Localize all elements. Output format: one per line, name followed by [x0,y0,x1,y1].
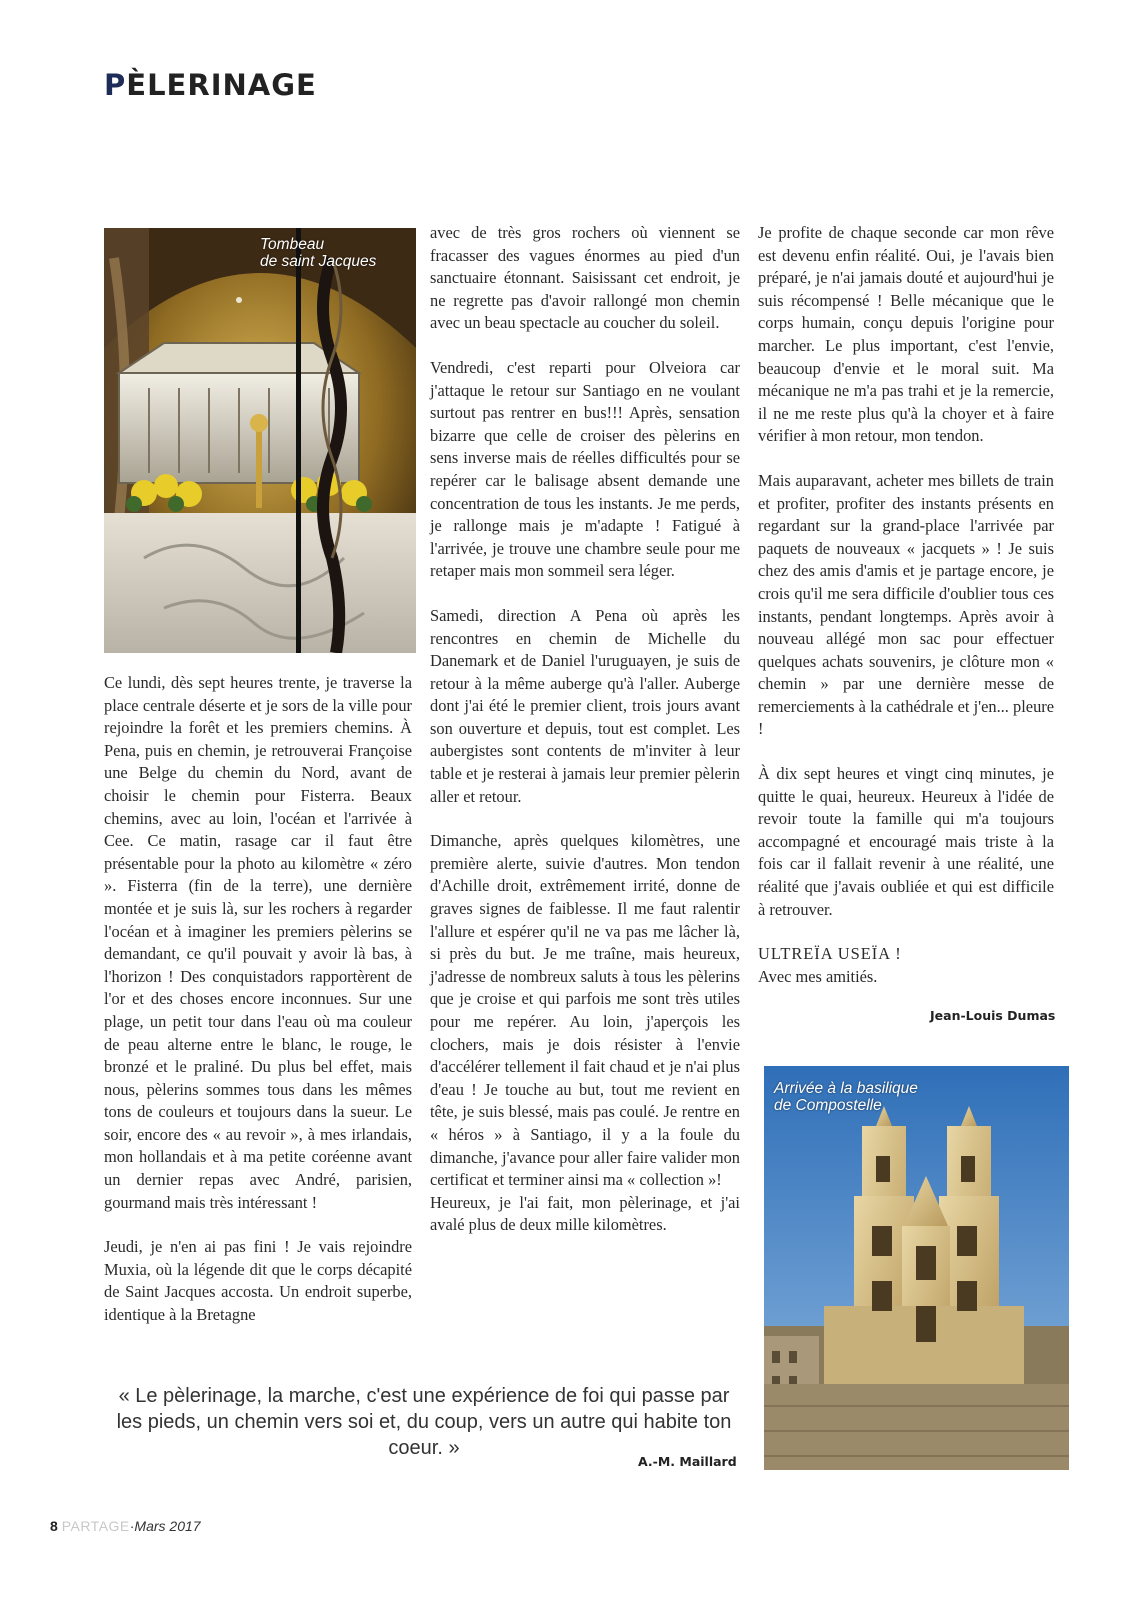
pull-quote: « Le pèlerinage, la marche, c'est une expérience de foi qui passe par les pieds, un chemin vers soi et, du coup, vers un autre qui habite ton coeur. » [116,1385,732,1459]
author-signature: Jean-Louis Dumas [930,1008,1056,1023]
page-footer [50,1518,201,1534]
paragraph: À dix sept heures et vingt cinq minutes, je quitte le quai, heureux. Heureux à l'idée de revoir toute la famille qui m'a toujours accompagné et encouragé mais triste à la fois car il fallait revenir à une réalité, une réalité que j'avais oubliée et qui est difficile à retrouver. [758,764,1054,919]
tomb-caption-line2: de saint Jacques [260,253,377,270]
page-number: 8 [50,1518,58,1534]
paragraph: avec de très gros rochers où viennent se fracasser des vagues énormes au pied d'un sanctuaire étonnant. Saisissant cet endroit, je ne regrette pas d'avoir rallongé mon chemin avec un beau spectacle au coucher du soleil. [430,223,740,333]
magazine-name: PARTAGE [61,1518,130,1534]
article-column-3 [758,222,1054,988]
tomb-photo [104,228,416,653]
paragraph: Jeudi, je n'en ai pas fini ! Je vais rejoindre Muxia, où la légende dit que le corps décapité de Saint Jacques accosta. Un endroit superbe, identique à la Bretagne [104,1237,412,1325]
basilica-illustration [764,1066,1069,1470]
basilica-caption-line2: de Compostelle [774,1097,882,1114]
paragraph: Samedi, direction A Pena où après les rencontres en chemin de Michelle du Danemark et de Daniel l'uruguayen, je suis de retour à la même auberge qu'à l'aller. Auberge dont j'ai été le premier client, trois jours avant son ouverture et depuis, tout est complet. Les aubergistes sont contents de m'inviter à leur table et je resterai à jamais leur premier pèlerin aller et retour. [430,605,740,806]
section-title-rest: ÈLERINAGE [126,68,317,102]
section-title [104,68,317,102]
tomb-illustration [104,228,416,653]
section-title-initial: P [104,68,127,102]
paragraph: Mais auparavant, acheter mes billets de train et profiter, profiter des instants présents en regardant sur la grand-place l'arrivée par paquets de nouveaux « jacquets » ! Je suis chez des amis d'amis et je partage encore, je crois qu'il me sera difficile d'oublier tous ces instants, pendant longtemps. Après avoir à nouveau allégé mon sac pour effectuer quelques achats souvenirs, je clôture mon « chemin » par une dernière messe de remerciements à la cathédrale et j'en... pleure ! [758,470,1054,739]
issue-date: ·Mars 2017 [129,1518,201,1534]
tomb-caption-line1: Tombeau [260,236,325,253]
paragraph: Vendredi, c'est reparti pour Olveiora car j'attaque le retour sur Santiago en ne voulant surtout pas rentrer en bus!!! Après, sensation bizarre que celle de croiser des pèlerins en sens inverse mais de réelles difficultés pour se repérer car le balisage absent demande une concentration de tous les instants. Je me perds, je rallonge mais je m'adapte ! Fatigué à l'arrivée, je trouve une chambre seule pour me retaper mais mon sommeil sera léger. [430,357,740,581]
closing-salute: ULTREÏA USEÏA ! [758,944,902,964]
basilica-caption-line1: Arrivée à la basilique [774,1080,918,1097]
article-column-2 [430,222,740,1237]
basilica-photo [764,1066,1069,1470]
paragraph: Heureux, je l'ai fait, mon pèlerinage, et j'ai avalé plus de deux mille kilomètres. [430,1192,740,1235]
article-column-1 [104,672,412,1327]
paragraph: Dimanche, après quelques kilomètres, une première alerte, suivie d'autres. Mon tendon d'Achille droit, extrêmement irrité, donne de graves signes de faiblesse. Il me faut ralentir l'allure et espérer qu'il ne va pas me lâcher là, si près du but. Je me traîne, mais heureux, j'adresse de nombreux saluts à tous les pèlerins que je croise et qui parfois me sont très utiles pour me repérer. Au loin, j'aperçois les clochers, mais je dois résister à l'envie d'accélérer tellement il fait chaud et je n'ai plus d'eau ! Je touche au but, tout me revient en tête, je suis blessé, mais pas coulé. Je rentre en « héros » à Santiago, il y a la foule du dimanche, j'avance pour aller faire valider mon certificat et terminer ainsi ma « collection »! [430,831,740,1190]
closing-regards: Avec mes amitiés. [758,966,878,986]
paragraph: Ce lundi, dès sept heures trente, je traverse la place centrale déserte et je sors de la ville pour rejoindre la forêt et les premiers chemins. À Pena, puis en chemin, je retrouverai Françoise une Belge du chemin du Nord, avant de choisir le chemin pour Fisterra. Beaux chemins, avec au loin, l'océan et l'arrivée à Cee. Ce matin, rasage car il faut être présentable pour la photo au kilomètre « zéro ». Fisterra (fin de la terre), une dernière montée et je suis là, sur les rochers à regarder l'océan et à imaginer les premiers pèlerins se demandant, ce qu'il pouvait y avoir là bas, à l'horizon ! Des conquistadors rapportèrent de l'or et des choses encore inconnues. Sur une plage, un petit tour dans l'eau où ma couleur de peau alterne entre le blanc, le rouge, le bronzé et le praliné. Du plus bel effet, mais nous, pèlerins sommes tous dans les mêmes tons de couleurs et toujours dans la sueur. Le soir, encore des « au revoir », à mes irlandais, mon hollandais et à ma petite coréenne avant un dernier repas avec André, parisien, gourmand mais très intéressant ! [104,673,412,1212]
quote-author: A.-M. Maillard [638,1454,737,1469]
paragraph: Je profite de chaque seconde car mon rêve est devenu enfin réalité. Oui, je l'avais bien préparé, je n'ai jamais douté et aujourd'hui je suis récompensé ! Belle mécanique que le corps humain, conçu depuis l'origine pour marcher. Le plus important, c'est l'envie, beaucoup d'envie et le moral suit. Ma mécanique ne m'a pas trahi et je la remercie, il ne me reste plus qu'à la choyer et à faire vérifier à mon retour, mon tendon. [758,223,1054,446]
